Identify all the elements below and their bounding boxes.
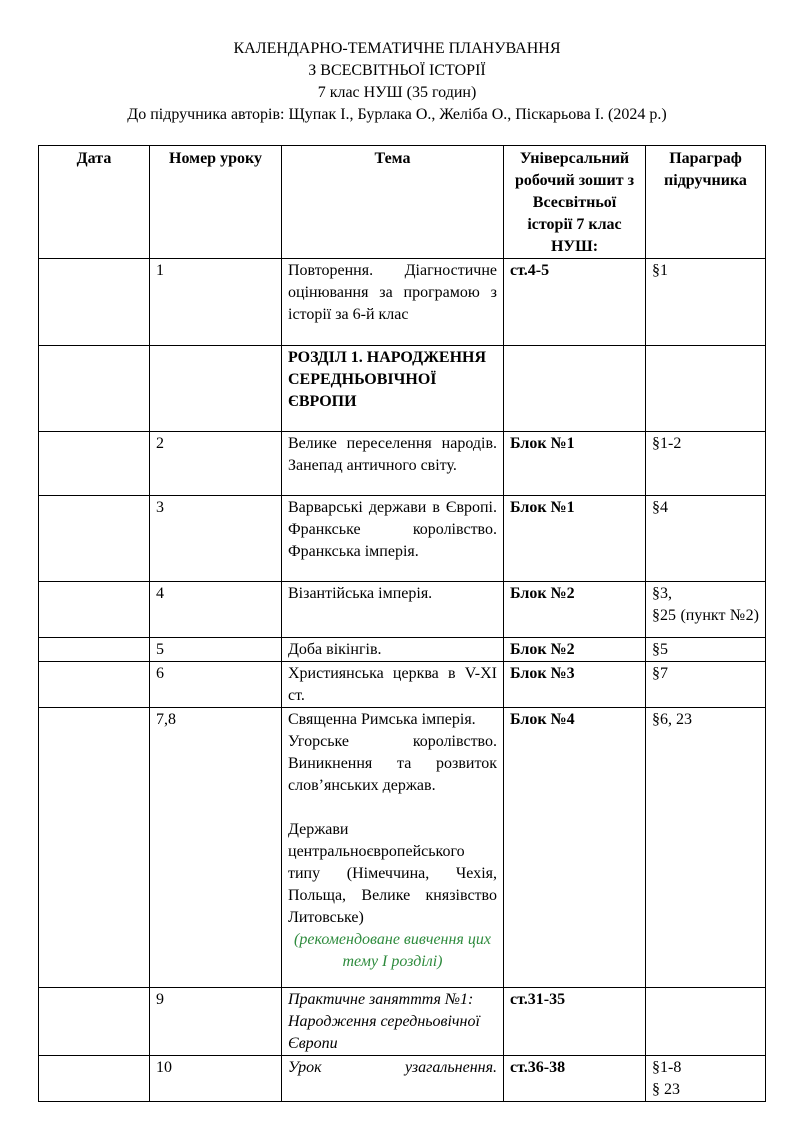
workbook-cell: Блок №1 — [504, 496, 646, 582]
theme-cell: Варварські держави в Європі. Франкське королівство. Франкська імперія. — [282, 496, 504, 582]
lesson-cell: 6 — [150, 662, 282, 708]
date-cell — [39, 432, 150, 496]
table-row — [39, 1056, 766, 1102]
lesson-cell — [150, 346, 282, 432]
subject-line: З ВСЕСВІТНЬОЇ ІСТОРІЇ — [308, 62, 486, 79]
table-row — [39, 708, 766, 988]
paragraph-cell — [646, 1056, 766, 1102]
date-cell — [39, 988, 150, 1056]
paragraph-cell — [646, 988, 766, 1056]
paragraph-cell: §1 — [646, 259, 766, 346]
lesson-cell: 2 — [150, 432, 282, 496]
workbook-cell: ст.36-38 — [504, 1056, 646, 1102]
workbook-cell — [504, 346, 646, 432]
workbook-cell: Блок №2 — [504, 582, 646, 638]
table-row — [39, 638, 766, 662]
table-row — [39, 496, 766, 582]
paragraph-cell: §4 — [646, 496, 766, 582]
plan-table — [38, 145, 766, 1102]
theme-part: Держави центральноєвропейського типу (Німеччина, Чехія, Польща, Велике князівство Литовське) — [288, 821, 497, 926]
theme-cell — [282, 708, 504, 988]
paragraph-cell — [646, 582, 766, 638]
header-paragraph: Параграф підручника — [646, 146, 766, 259]
header-workbook: Універсальний робочий зошит з Всесвітньої історії 7 клас НУШ: — [504, 146, 646, 259]
header-date: Дата — [39, 146, 150, 259]
lesson-cell: 7,8 — [150, 708, 282, 988]
workbook-cell: ст.31-35 — [504, 988, 646, 1056]
section-row — [39, 346, 766, 432]
workbook-cell: Блок №1 — [504, 432, 646, 496]
date-cell — [39, 582, 150, 638]
theme-cell: Урок узагальнення. — [282, 1056, 504, 1102]
date-cell — [39, 346, 150, 432]
theme-part: Угорське королівство. Виникнення та розвиток слов’янських держав. — [288, 733, 497, 794]
paragraph-cell: §5 — [646, 638, 766, 662]
date-cell — [39, 638, 150, 662]
lesson-cell: 10 — [150, 1056, 282, 1102]
authors-line: До підручника авторів: Щупак І., Бурлака О., Желіба О., Піскарьова І. (2024 р.) — [127, 106, 667, 123]
date-cell — [39, 708, 150, 988]
title-line: КАЛЕНДАРНО-ТЕМАТИЧНЕ ПЛАНУВАННЯ — [233, 40, 561, 57]
lesson-cell: 9 — [150, 988, 282, 1056]
lesson-cell: 3 — [150, 496, 282, 582]
paragraph-cell — [646, 346, 766, 432]
table-row — [39, 988, 766, 1056]
date-cell — [39, 662, 150, 708]
theme-cell: Повторення. Діагностичне оцінювання за програмою з історії за 6-й клас — [282, 259, 504, 346]
lesson-cell: 1 — [150, 259, 282, 346]
workbook-cell: ст.4-5 — [504, 259, 646, 346]
workbook-cell: Блок №4 — [504, 708, 646, 988]
theme-cell: Візантійська імперія. — [282, 582, 504, 638]
paragraph-cell: §1-2 — [646, 432, 766, 496]
recommendation-note: (рекомендоване вивчення цих тему І розділі) — [294, 931, 491, 970]
date-cell — [39, 496, 150, 582]
date-cell — [39, 1056, 150, 1102]
section-title: РОЗДІЛ 1. НАРОДЖЕННЯ СЕРЕДНЬОВІЧНОЇ ЄВРОПИ — [282, 346, 504, 432]
workbook-cell: Блок №2 — [504, 638, 646, 662]
table-header-row — [39, 146, 766, 259]
lesson-cell: 5 — [150, 638, 282, 662]
paragraph-line: § 23 — [652, 1081, 680, 1098]
paragraph-cell: §6, 23 — [646, 708, 766, 988]
grade-line: 7 клас НУШ (35 годин) — [317, 84, 477, 101]
theme-cell: Велике переселення народів. Занепад античного світу. — [282, 432, 504, 496]
theme-cell: Практичне занятття №1: Народження середньовічної Європи — [282, 988, 504, 1056]
theme-cell: Християнська церква в V-XI ст. — [282, 662, 504, 708]
theme-cell: Доба вікінгів. — [282, 638, 504, 662]
table-row — [39, 582, 766, 638]
paragraph-cell: §7 — [646, 662, 766, 708]
header-lesson: Номер уроку — [150, 146, 282, 259]
document-header — [0, 38, 794, 126]
table-row — [39, 662, 766, 708]
date-cell — [39, 259, 150, 346]
paragraph-line: §25 (пункт №2) — [652, 607, 759, 624]
spacer — [288, 797, 497, 819]
paragraph-line: §3, — [652, 585, 672, 602]
workbook-cell: Блок №3 — [504, 662, 646, 708]
theme-part: Священна Римська імперія. — [288, 711, 476, 728]
paragraph-line: §1-8 — [652, 1059, 682, 1076]
lesson-cell: 4 — [150, 582, 282, 638]
table-row — [39, 432, 766, 496]
header-theme: Тема — [282, 146, 504, 259]
table-row — [39, 259, 766, 346]
